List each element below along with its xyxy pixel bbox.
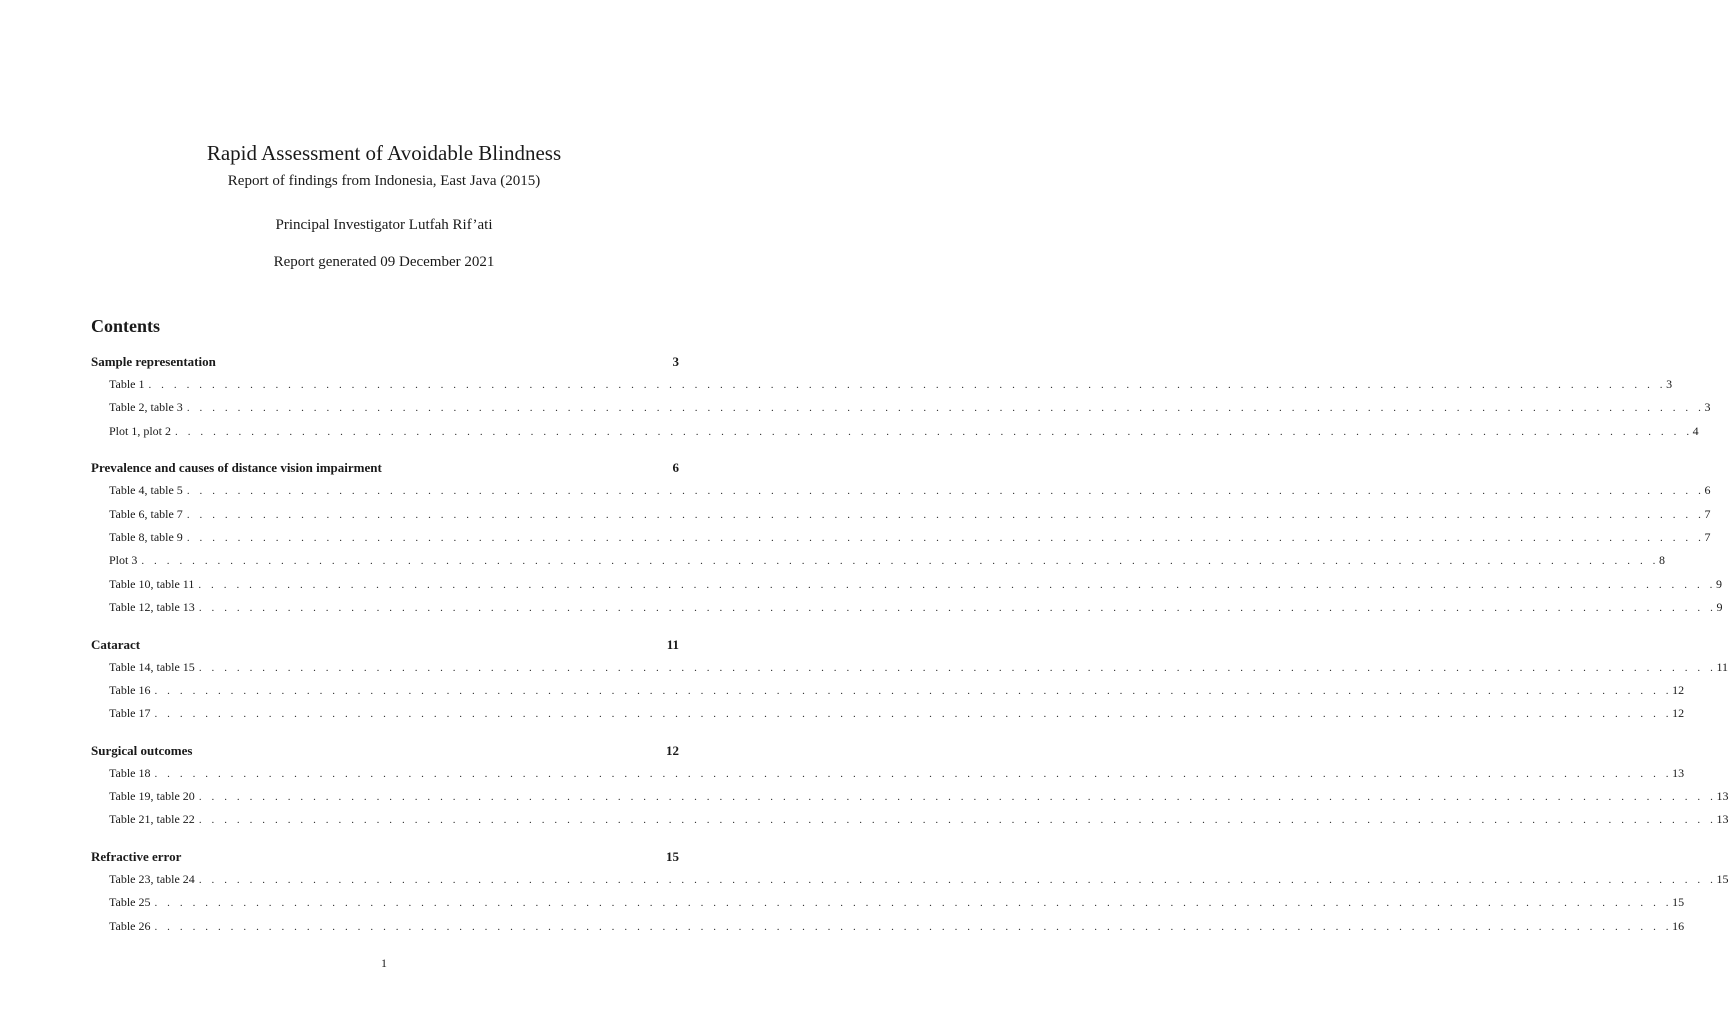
toc-entry-page: 12 [1672,706,1685,721]
toc-dot-leader: . . . . . . . . . . . . . . . . . . . . . . . . . . . . . . . . . . . . . . . . . . . . . . . . . . . . . . . . . . . . . . . . . . . . . . . . . . . . . . . . . . . . . . . . . . . . . . . . . . . . . . . . . . . . . . . . . . . . . . . . [198,602,1717,615]
toc-entry-page: 11 [1716,659,1728,674]
toc-entry-label: Table 19, table 20 [109,789,195,804]
toc-entry-label: Table 8, table 9 [109,529,183,544]
toc-entry-label: Table 2, table 3 [109,400,183,415]
table-of-contents [91,313,1728,951]
toc-dot-leader: . . . . . . . . . . . . . . . . . . . . . . . . . . . . . . . . . . . . . . . . . . . . . . . . . . . . . . . . . . . . . . . . . . . . . . . . . . . . . . . . . . . . . . . . . . . . . . . . . . . . . . . . . . . . . . . . . . . . . . . . [154,767,1673,780]
toc-dot-leader: . . . . . . . . . . . . . . . . . . . . . . . . . . . . . . . . . . . . . . . . . . . . . . . . . . . . . . . . . . . . . . . . . . . . . . . . . . . . . . . . . . . . . . . . . . . . . . . . . . . . . . . . . . . . . . . . . . . . . . . . [154,920,1673,933]
contents-heading: Contents [91,316,161,336]
document-title: Rapid Assessment of Avoidable Blindness [206,141,562,165]
toc-entry-label: Table 1 [109,377,145,391]
toc-section-page: 12 [666,742,679,758]
toc-entry-page: 7 [1704,529,1711,544]
toc-section [91,456,1723,619]
toc-dot-leader: . . . . . . . . . . . . . . . . . . . . . . . . . . . . . . . . . . . . . . . . . . . . . . . . . . . . . . . . . . . . . . . . . . . . . . . . . . . . . . . . . . . . . . . . . . . . . . . . . . . . . . . . . . . . . . . . . . . . . . . . [198,578,1717,591]
toc-entry[interactable] [91,702,1685,725]
toc-entry-label: Table 21, table 22 [109,812,195,827]
title-block [0,138,768,274]
toc-dot-leader: . . . . . . . . . . . . . . . . . . . . . . . . . . . . . . . . . . . . . . . . . . . . . . . . . . . . . . . . . . . . . . . . . . . . . . . . . . . . . . . . . . . . . . . . . . . . . . . . . . . . . . . . . . . . . . . . . . . . . . . . [175,425,1693,438]
toc-section-page: 11 [666,636,679,652]
toc-section-heading[interactable] [91,350,679,373]
toc-entry-label: Table 16 [109,682,151,697]
toc-section-title: Refractive error [91,848,182,864]
toc-entry[interactable] [91,549,1665,572]
toc-entry-label: Table 6, table 7 [109,506,183,521]
toc-entry[interactable] [91,915,1685,938]
toc-entry[interactable] [91,868,1728,891]
toc-section [91,350,1711,443]
document-subtitle: Report of findings from Indonesia, East Java (2015) [227,173,541,189]
toc-dot-leader: . . . . . . . . . . . . . . . . . . . . . . . . . . . . . . . . . . . . . . . . . . . . . . . . . . . . . . . . . . . . . . . . . . . . . . . . . . . . . . . . . . . . . . . . . . . . . . . . . . . . . . . . . . . . . . . . . . . . . . . . [154,684,1673,697]
toc-entry-label: Table 10, table 11 [109,576,195,591]
toc-entry-page: 8 [1659,553,1665,568]
toc-entry-label: Table 26 [109,918,151,933]
toc-entry-page: 3 [1704,400,1711,415]
toc-entry[interactable] [91,891,1685,914]
toc-entry[interactable] [91,573,1723,596]
toc-entry-page: 15 [1716,871,1728,886]
toc-entry[interactable] [91,808,1728,831]
toc-section [91,845,1728,938]
toc-dot-leader: . . . . . . . . . . . . . . . . . . . . . . . . . . . . . . . . . . . . . . . . . . . . . . . . . . . . . . . . . . . . . . . . . . . . . . . . . . . . . . . . . . . . . . . . . . . . . . . . . . . . . . . . . . . . . . . . . . . . . . . . [154,897,1673,910]
toc-entry[interactable] [91,596,1723,619]
toc-entry[interactable] [91,526,1711,549]
toc-entry-label: Table 12, table 13 [109,600,195,615]
toc-section-title: Surgical outcomes [91,742,193,758]
toc-entry-page: 9 [1716,576,1723,591]
toc-entry[interactable] [91,679,1685,702]
toc-dot-leader: . . . . . . . . . . . . . . . . . . . . . . . . . . . . . . . . . . . . . . . . . . . . . . . . . . . . . . . . . . . . . . . . . . . . . . . . . . . . . . . . . . . . . . . . . . . . . . . . . . . . . . . . . . . . . . . . . . . . . . . . [198,873,1717,886]
principal-investigator: Principal Investigator Lutfah Rif’ati [275,217,493,233]
toc-section-heading[interactable] [91,845,679,868]
toc-entry[interactable] [91,479,1711,502]
toc-dot-leader: . . . . . . . . . . . . . . . . . . . . . . . . . . . . . . . . . . . . . . . . . . . . . . . . . . . . . . . . . . . . . . . . . . . . . . . . . . . . . . . . . . . . . . . . . . . . . . . . . . . . . . . . . . . . . . . . . . . . . . . . [186,402,1705,415]
toc-entry-label: Plot 1, plot 2 [109,423,172,438]
toc-dot-leader: . . . . . . . . . . . . . . . . . . . . . . . . . . . . . . . . . . . . . . . . . . . . . . . . . . . . . . . . . . . . . . . . . . . . . . . . . . . . . . . . . . . . . . . . . . . . . . . . . . . . . . . . . . . . . . . . . . . . . . . . [198,814,1717,827]
toc-entry-page: 15 [1672,895,1685,910]
toc-entry-page: 6 [1704,483,1711,498]
toc-section-page: 3 [672,354,679,369]
toc-section-page: 6 [672,460,679,476]
toc-entry[interactable] [91,762,1685,785]
toc-entry-page: 12 [1672,682,1685,697]
toc-dot-leader: . . . . . . . . . . . . . . . . . . . . . . . . . . . . . . . . . . . . . . . . . . . . . . . . . . . . . . . . . . . . . . . . . . . . . . . . . . . . . . . . . . . . . . . . . . . . . . . . . . . . . . . . . . . . . . . . . . . . . . . . [198,661,1717,674]
toc-dot-leader: . . . . . . . . . . . . . . . . . . . . . . . . . . . . . . . . . . . . . . . . . . . . . . . . . . . . . . . . . . . . . . . . . . . . . . . . . . . . . . . . . . . . . . . . . . . . . . . . . . . . . . . . . . . . . . . . . . . . . . . . [186,485,1705,498]
toc-entry-page: 9 [1716,600,1723,615]
toc-dot-leader: . . . . . . . . . . . . . . . . . . . . . . . . . . . . . . . . . . . . . . . . . . . . . . . . . . . . . . . . . . . . . . . . . . . . . . . . . . . . . . . . . . . . . . . . . . . . . . . . . . . . . . . . . . . . . . . . . . . . . . . . [154,708,1673,721]
toc-entry-page: 3 [1666,377,1673,391]
toc-entry-page: 13 [1716,812,1728,827]
toc-section-heading[interactable] [91,456,679,479]
toc-section-title: Sample representation [91,354,216,369]
toc-entry-label: Table 14, table 15 [109,659,195,674]
toc-entry-page: 13 [1672,765,1685,780]
toc-section-page: 15 [666,848,679,864]
toc-entry[interactable] [91,420,1699,443]
toc-section [91,739,1728,832]
toc-entry-label: Table 18 [109,765,151,780]
toc-dot-leader: . . . . . . . . . . . . . . . . . . . . . . . . . . . . . . . . . . . . . . . . . . . . . . . . . . . . . . . . . . . . . . . . . . . . . . . . . . . . . . . . . . . . . . . . . . . . . . . . . . . . . . . . . . . . . . . . . . . . . . . . [141,555,1659,568]
toc-entry-label: Table 23, table 24 [109,871,195,886]
toc-section-heading[interactable] [91,739,679,762]
toc-entry-page: 13 [1716,789,1728,804]
toc-dot-leader: . . . . . . . . . . . . . . . . . . . . . . . . . . . . . . . . . . . . . . . . . . . . . . . . . . . . . . . . . . . . . . . . . . . . . . . . . . . . . . . . . . . . . . . . . . . . . . . . . . . . . . . . . . . . . . . . . . . . . . . . [148,379,1667,391]
toc-entry-label: Table 4, table 5 [109,483,183,498]
toc-entry-page: 16 [1672,918,1685,933]
toc-section-heading[interactable] [91,633,679,656]
toc-entry[interactable] [91,396,1711,419]
report-generated-date: Report generated 09 December 2021 [273,254,495,270]
toc-entry-label: Plot 3 [109,553,138,568]
toc-dot-leader: . . . . . . . . . . . . . . . . . . . . . . . . . . . . . . . . . . . . . . . . . . . . . . . . . . . . . . . . . . . . . . . . . . . . . . . . . . . . . . . . . . . . . . . . . . . . . . . . . . . . . . . . . . . . . . . . . . . . . . . . [186,531,1705,544]
toc-entry[interactable] [91,656,1728,679]
toc-section-title: Prevalence and causes of distance vision impairment [91,460,382,476]
toc-entry[interactable] [91,785,1728,808]
toc-section-title: Cataract [91,636,141,652]
toc-dot-leader: . . . . . . . . . . . . . . . . . . . . . . . . . . . . . . . . . . . . . . . . . . . . . . . . . . . . . . . . . . . . . . . . . . . . . . . . . . . . . . . . . . . . . . . . . . . . . . . . . . . . . . . . . . . . . . . . . . . . . . . . [186,508,1705,521]
toc-section [91,633,1728,726]
toc-dot-leader: . . . . . . . . . . . . . . . . . . . . . . . . . . . . . . . . . . . . . . . . . . . . . . . . . . . . . . . . . . . . . . . . . . . . . . . . . . . . . . . . . . . . . . . . . . . . . . . . . . . . . . . . . . . . . . . . . . . . . . . . [198,791,1717,804]
toc-entry-page: 4 [1692,423,1699,438]
toc-entry-label: Table 25 [109,895,151,910]
toc-entry[interactable] [91,373,1673,396]
toc-entry[interactable] [91,503,1711,526]
toc-sections [91,350,1728,938]
toc-entry-page: 7 [1704,506,1711,521]
page-number: 1 [381,956,387,970]
toc-entry-label: Table 17 [109,706,151,721]
